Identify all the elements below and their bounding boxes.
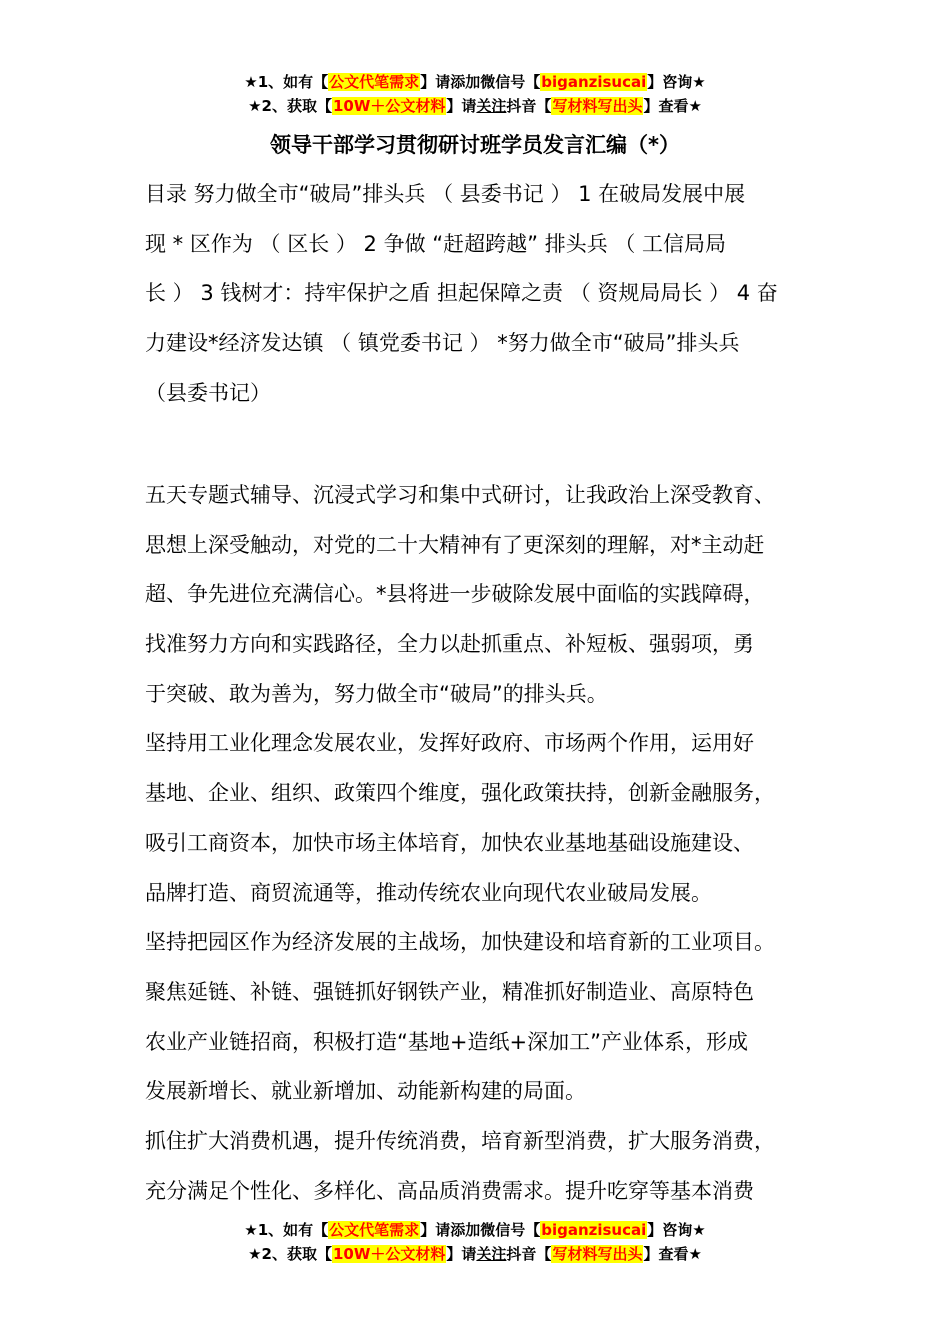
body-line: 抓住扩大消费机遇，提升传统消费，培育新型消费，扩大服务消费， bbox=[145, 1128, 775, 1153]
banner-text: 】请添加微信号【 bbox=[420, 1221, 541, 1239]
body-line: 吸引工商资本，加快市场主体培育，加快农业基地基础设施建设、 bbox=[145, 830, 754, 855]
body-line: 于突破、敢为善为，努力做全市“破局”的排头兵。 bbox=[145, 681, 608, 706]
banner-underline: 关注 bbox=[476, 1245, 507, 1263]
banner-line-2 bbox=[0, 1242, 950, 1266]
banner-text: ★1、如有【 bbox=[244, 1221, 329, 1239]
document-body bbox=[145, 471, 835, 1216]
body-line: 充分满足个性化、多样化、高品质消费需求。提升吃穿等基本消费 bbox=[145, 1178, 754, 1203]
banner-text: 】咨询★ bbox=[647, 1221, 706, 1239]
banner-text: 】请 bbox=[446, 97, 477, 115]
banner-text: 抖音【 bbox=[506, 97, 552, 115]
toc-line: 力建设*经济发达镇 （ 镇党委书记 ） *努力做全市“破局”排头兵 bbox=[145, 331, 740, 356]
body-line: 发展新增长、就业新增加、动能新构建的局面。 bbox=[145, 1079, 586, 1104]
banner-text: 】咨询★ bbox=[647, 73, 706, 91]
banner-text: 】请 bbox=[446, 1245, 477, 1263]
body-line: 坚持把园区作为经济发展的主战场，加快建设和培育新的工业项目。 bbox=[145, 930, 775, 955]
banner-highlight: 公文代笔需求 bbox=[329, 73, 420, 91]
banner-text: 抖音【 bbox=[506, 1245, 552, 1263]
banner-highlight: 10W＋公文材料 bbox=[332, 97, 446, 115]
banner-text: 】查看★ bbox=[643, 1245, 702, 1263]
banner-highlight: 10W＋公文材料 bbox=[332, 1245, 446, 1263]
banner-line-1 bbox=[0, 70, 950, 94]
banner-highlight-wechat: biganzisucai bbox=[541, 1221, 647, 1239]
body-line: 基地、企业、组织、政策四个维度，强化政策扶持，创新金融服务， bbox=[145, 781, 775, 806]
banner-text: 】查看★ bbox=[643, 97, 702, 115]
toc-line: 长 ） 3 钱树才：持牢保护之盾 担起保障之责 （ 资规局局长 ） 4 奋 bbox=[145, 281, 778, 306]
toc-line: 现 * 区作为 （ 区长 ） 2 争做 “赶超跨越” 排头兵 （ 工信局局 bbox=[145, 231, 727, 256]
banner-text: ★2、获取【 bbox=[248, 97, 332, 115]
toc-line: 目录 努力做全市“破局”排头兵 （ 县委书记 ） 1 在破局发展中展 bbox=[145, 182, 746, 206]
banner-highlight-douyin: 写材料写出头 bbox=[552, 1245, 643, 1263]
table-of-contents bbox=[145, 170, 835, 418]
toc-line: （县委书记） bbox=[145, 380, 271, 405]
banner-highlight: 公文代笔需求 bbox=[329, 1221, 420, 1239]
banner-underline: 关注 bbox=[476, 97, 507, 115]
body-line: 农业产业链招商，积极打造“基地+造纸+深加工”产业体系，形成 bbox=[145, 1029, 748, 1054]
banner-line-1 bbox=[0, 1218, 950, 1242]
banner-highlight-wechat: biganzisucai bbox=[541, 73, 647, 91]
body-line: 超、争先进位充满信心。*县将进一步破除发展中面临的实践障碍， bbox=[145, 582, 765, 607]
banner-text: ★2、获取【 bbox=[248, 1245, 332, 1263]
banner-line-2 bbox=[0, 94, 950, 118]
banner-text: 】请添加微信号【 bbox=[420, 73, 541, 91]
body-line: 坚持用工业化理念发展农业，发挥好政府、市场两个作用，运用好 bbox=[145, 731, 754, 756]
document-title: 领导干部学习贯彻研讨班学员发言汇编（*） bbox=[270, 133, 680, 157]
banner-text: ★1、如有【 bbox=[244, 73, 329, 91]
body-line: 聚焦延链、补链、强链抓好钢铁产业，精准抓好制造业、高原特色 bbox=[145, 979, 754, 1004]
body-line: 思想上深受触动，对党的二十大精神有了更深刻的理解，对*主动赶 bbox=[145, 532, 765, 557]
body-line: 五天专题式辅导、沉浸式学习和集中式研讨，让我政治上深受教育、 bbox=[145, 483, 775, 507]
footer-banner bbox=[0, 1218, 950, 1266]
banner-highlight-douyin: 写材料写出头 bbox=[552, 97, 643, 115]
body-line: 品牌打造、商贸流通等，推动传统农业向现代农业破局发展。 bbox=[145, 880, 712, 905]
header-banner bbox=[0, 70, 950, 118]
body-line: 找准努力方向和实践路径，全力以赴抓重点、补短板、强弱项，勇 bbox=[145, 632, 754, 657]
